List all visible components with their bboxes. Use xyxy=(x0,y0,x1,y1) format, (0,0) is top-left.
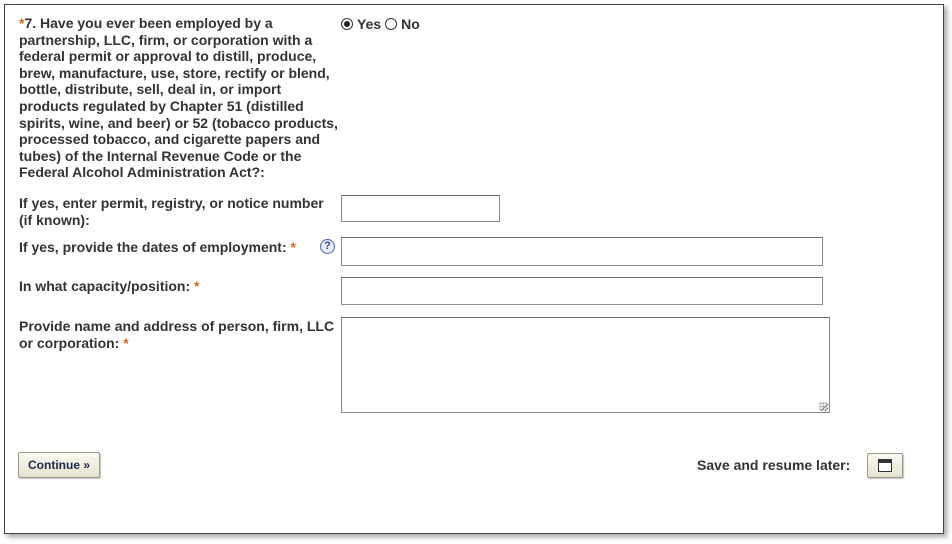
save-resume-button[interactable] xyxy=(867,453,903,478)
resize-grip-icon[interactable] xyxy=(819,402,827,410)
continue-button[interactable]: Continue » xyxy=(18,452,100,478)
radio-yes-label: Yes xyxy=(357,16,382,32)
required-marker: * xyxy=(123,334,129,351)
required-marker: * xyxy=(290,239,296,255)
name-address-label: Provide name and address of person, firm, LLC or corporation: * xyxy=(19,318,335,351)
employment-dates-label: If yes, provide the dates of employment: * xyxy=(19,239,296,255)
help-icon[interactable]: ? xyxy=(320,239,335,254)
capacity-label: In what capacity/position: * xyxy=(19,278,200,294)
radio-option-yes[interactable] xyxy=(341,16,381,32)
radio-no-label: No xyxy=(401,16,420,32)
question-text: Have you ever been employed by a partnership, LLC, firm, or corporation with a federal permit or approval to distill, produce, brew, manufacture, use, store, rectify or blend, bottle, distribute, sell, deal in, or import products regulated by Chapter 51 (distilled spirits, wine, and beer) or 52 (tobacco products, processed tobacco, and cigarette papers and tubes) of the Internal Revenue Code or the Federal Alcohol Administration Act?: xyxy=(19,15,338,181)
radio-option-no[interactable] xyxy=(385,16,420,32)
save-disk-icon xyxy=(878,459,892,472)
permit-number-label: If yes, enter permit, registry, or notice number (if known): xyxy=(19,195,324,228)
radio-yes[interactable] xyxy=(341,18,353,30)
question-number: 7. xyxy=(24,15,37,31)
employment-dates-input[interactable] xyxy=(341,237,823,266)
save-resume-label: Save and resume later: xyxy=(697,457,851,473)
name-address-textarea[interactable] xyxy=(341,317,830,413)
permit-number-input[interactable] xyxy=(341,195,500,222)
employment-radio-group xyxy=(341,16,424,32)
capacity-input[interactable] xyxy=(341,277,823,305)
radio-no[interactable] xyxy=(385,18,397,30)
required-marker: * xyxy=(194,278,200,294)
required-marker: * xyxy=(19,15,25,31)
name-address-wrapper xyxy=(341,317,830,413)
question-7-label xyxy=(19,15,339,181)
